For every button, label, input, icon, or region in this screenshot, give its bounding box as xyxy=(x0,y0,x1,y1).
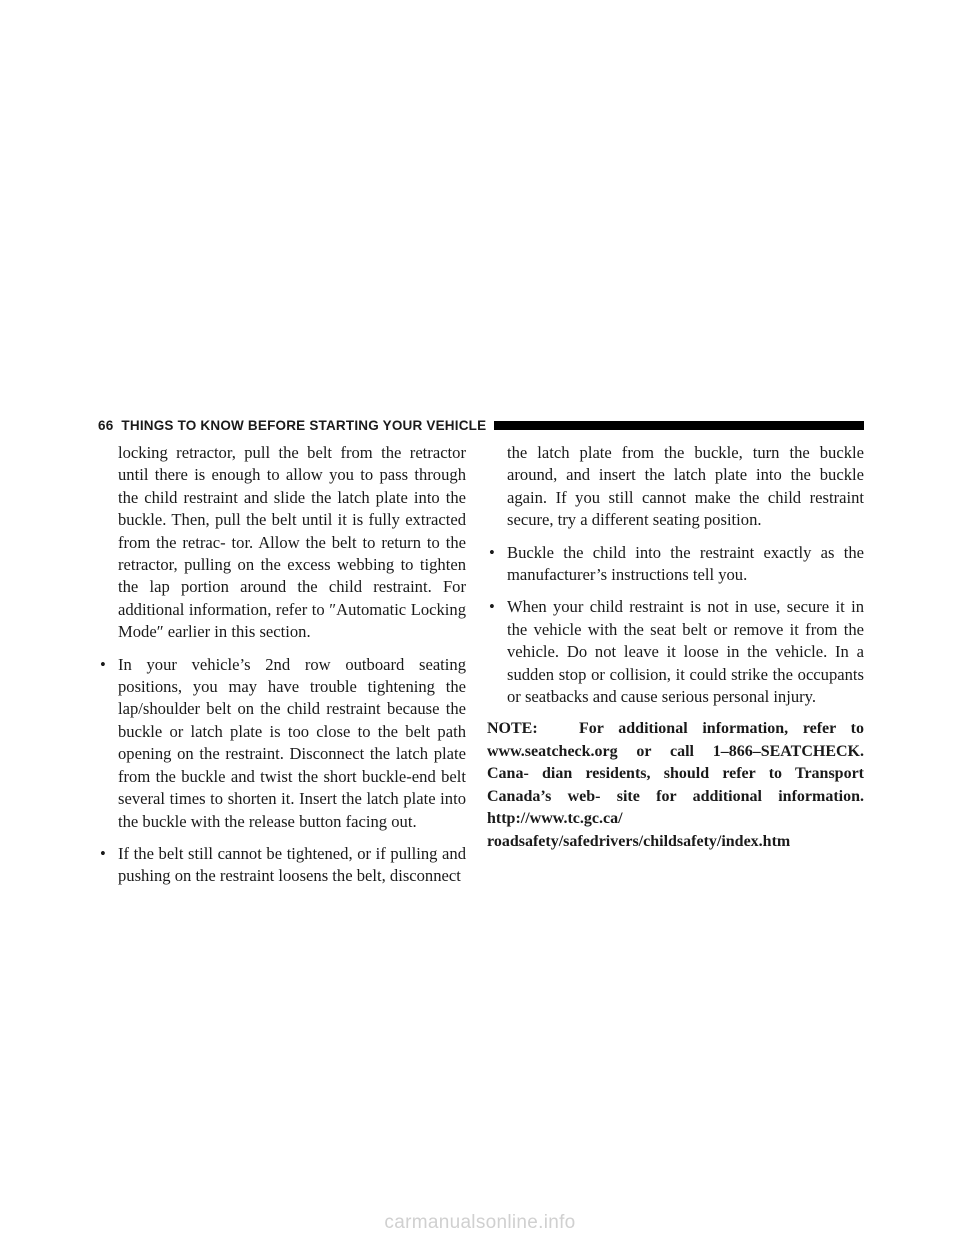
section-title: THINGS TO KNOW BEFORE STARTING YOUR VEHICLE xyxy=(121,417,487,433)
bullet-text: When your child restraint is not in use, secure it in the vehicle with the seat belt or remove it from the vehicle. Do not leave it loose in the vehicle. In a sudden stop or collision, it could strike the occupants or seatbacks and cause serious personal injury. xyxy=(507,597,864,707)
bullet-item xyxy=(487,542,864,587)
bullet-item xyxy=(98,843,466,888)
right-column xyxy=(487,442,864,853)
bullet-icon: • xyxy=(100,654,106,674)
bullet-icon: • xyxy=(489,542,495,562)
bullet-text: If the belt still cannot be tightened, or if pulling and pushing on the restraint loosens the belt, disconnect xyxy=(118,843,466,886)
watermark-text: carmanualsonline.info xyxy=(384,1212,576,1233)
bullet-item xyxy=(98,654,466,833)
continued-paragraph: locking retractor, pull the belt from the retractor until there is enough to allow you to pass through the child restraint and slide the latch plate into the buckle. Then, pull the belt until it is fully extracted from the retrac- tor. Allow the belt to return to the retractor, pulling on the excess webbing to tighten the lap portion around the child restraint. For additional information, refer to ″Automatic Locking Mode″ earlier in this section. xyxy=(118,443,466,642)
bullet-icon: • xyxy=(489,597,495,617)
header-rule xyxy=(494,421,864,430)
note-text: For additional information, refer to www.seatcheck.org or call 1–866–SEATCHECK. Cana- dian residents, should refer to Transport Canada’s web- site for additional information. http://www.tc.gc.ca/ roadsafety/safedrivers/childsafety/index.htm xyxy=(487,720,864,850)
page-number: 66 xyxy=(98,417,114,433)
bullet-text: In your vehicle’s 2nd row outboard seating positions, you may have trouble tightening the lap/shoulder belt on the child restraint because the buckle or latch plate is too close to the belt path opening on the restraint. Disconnect the latch plate from the buckle and twist the short buckle-end belt several times to shorten it. Insert the latch plate into the buckle with the release button facing out. xyxy=(118,654,466,831)
left-column xyxy=(98,442,466,898)
bullet-text: Buckle the child into the restraint exactly as the manufacturer’s instructions tell you. xyxy=(507,542,864,585)
bullet-item xyxy=(487,596,864,708)
note-label: NOTE: xyxy=(487,720,538,738)
note-paragraph xyxy=(487,718,864,852)
page-header xyxy=(98,416,864,434)
bullet-icon: • xyxy=(100,843,106,863)
continued-paragraph: the latch plate from the buckle, turn the buckle around, and insert the latch plate into the buckle again. If you still cannot make the child restraint secure, try a different seating position. xyxy=(507,443,864,530)
